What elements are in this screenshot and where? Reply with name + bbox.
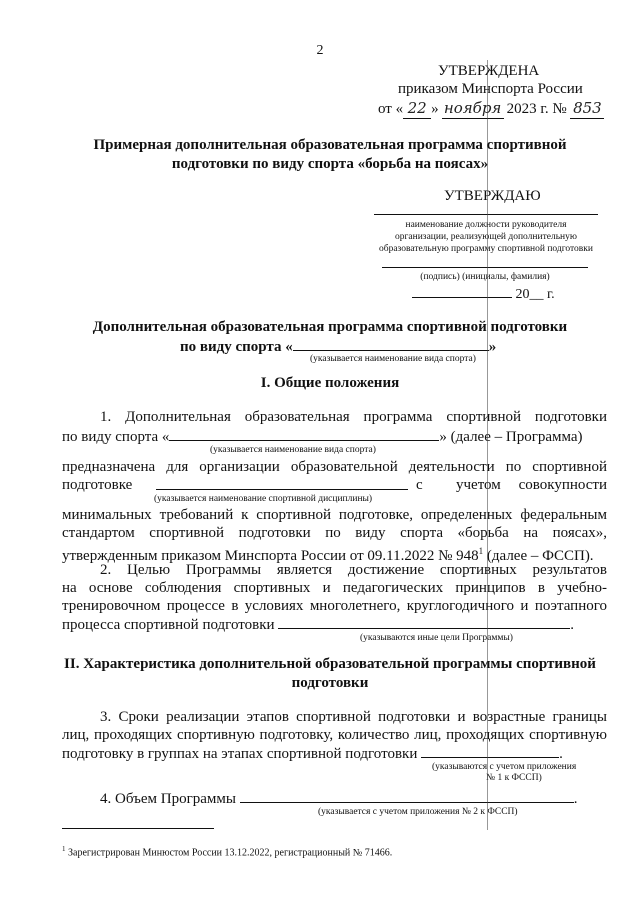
- date-mid: »: [431, 101, 439, 117]
- date-year: 2023 г. №: [506, 101, 567, 117]
- footnote-ref: 1: [478, 546, 484, 556]
- p1-line6: стандартом спортивной подготовки по виду спорта «борьба на поясах»,: [62, 525, 607, 541]
- p3-line1: 3. Сроки реализации этапов спортивной подготовки и возрастные границы: [100, 709, 607, 725]
- p1-line7: утвержденным приказом Минспорта России от 09.11.2022 № $948^1$ (далее – ФССП).: [62, 546, 594, 564]
- approve-year: 20__ г.: [515, 287, 555, 302]
- p1-line1: 1. Дополнительная образовательная программа спортивной подготовки: [100, 409, 607, 425]
- section2-heading-line2: подготовки: [291, 675, 369, 691]
- footnote-text: Зарегистрирован Минюстом России 13.12.2022, регистрационный № 71466.: [68, 847, 393, 859]
- p4-line: 4. Объем Программы .: [100, 791, 578, 807]
- p4-caption: (указывается с учетом приложения № 2 к ФССП): [318, 807, 518, 817]
- order-number: 853: [570, 99, 604, 119]
- program-title-caption: (указывается наименование вида спорта): [310, 354, 476, 364]
- p1-line3: предназначена для организации образовательной деятельности по спортивной: [62, 459, 607, 475]
- p1-line5: минимальных требований к спортивной подготовке, определенных федеральным: [62, 507, 607, 523]
- approval-order-line: приказом Минспорта России: [398, 81, 583, 97]
- approval-date-line: [378, 99, 604, 119]
- footnote: [62, 843, 392, 859]
- p3-caption2: № 1 к ФССП): [486, 773, 542, 783]
- approve-caption-3: образовательную программу спортивной подготовки: [378, 244, 593, 254]
- doc-title-line1: Примерная дополнительная образовательная программа спортивной: [93, 137, 567, 153]
- approval-title: УТВЕРЖДЕНА: [438, 63, 540, 79]
- date-day: 22: [403, 99, 431, 119]
- signature-caption: (подпись) (инициалы, фамилия): [420, 272, 550, 282]
- date-prefix: от «: [378, 101, 404, 117]
- p2-caption: (указываются иные цели Программы): [360, 633, 513, 643]
- p1-line4: подготовке с учетом совокупности: [62, 477, 607, 493]
- p3-line2: лиц, проходящих спортивную подготовку, количество лиц, проходящих спортивную: [62, 727, 607, 743]
- p2-line3: тренировочном процессе в условиях многолетнего, круглогодичного и поэтапного: [62, 598, 607, 614]
- footnote-marker: 1: [62, 845, 66, 853]
- doc-title-line2: подготовки по виду спорта «борьба на поясах»: [171, 156, 489, 172]
- p2-line4: процесса спортивной подготовки .: [62, 617, 575, 633]
- date-month: ноября: [442, 99, 504, 119]
- scan-fold-line: [487, 60, 488, 830]
- p2-line2: на основе соблюдения спортивных и педагогических принципов в учебно-: [62, 580, 607, 596]
- program-title-line2: по виду спорта « »: [180, 339, 497, 355]
- page-number: 2: [316, 43, 324, 58]
- approve-caption-1: наименование должности руководителя: [405, 220, 567, 230]
- p3-caption1: (указываются с учетом приложения: [432, 762, 577, 772]
- program-title-line1: Дополнительная образовательная программа спортивной подготовки: [92, 319, 568, 335]
- p1-caption1: (указывается наименование вида спорта): [210, 445, 376, 455]
- approve-date-line: [412, 285, 555, 303]
- p2-line1: 2. Целью Программы является достижение спортивных результатов: [100, 562, 607, 578]
- p3-line3: подготовку в группах на этапах спортивной подготовки .: [62, 746, 563, 762]
- approve-caption-2: организации, реализующей дополнительную: [395, 232, 577, 242]
- approve-title: УТВЕРЖДАЮ: [444, 188, 541, 204]
- section1-heading: I. Общие положения: [260, 375, 400, 391]
- section2-heading-line1: II. Характеристика дополнительной образовательной программы спортивной: [64, 656, 596, 672]
- footnote-separator: [62, 828, 214, 829]
- p1-caption2: (указывается наименование спортивной дисциплины): [154, 494, 373, 504]
- p1-line2: по виду спорта « » (далее – Программа): [62, 429, 583, 445]
